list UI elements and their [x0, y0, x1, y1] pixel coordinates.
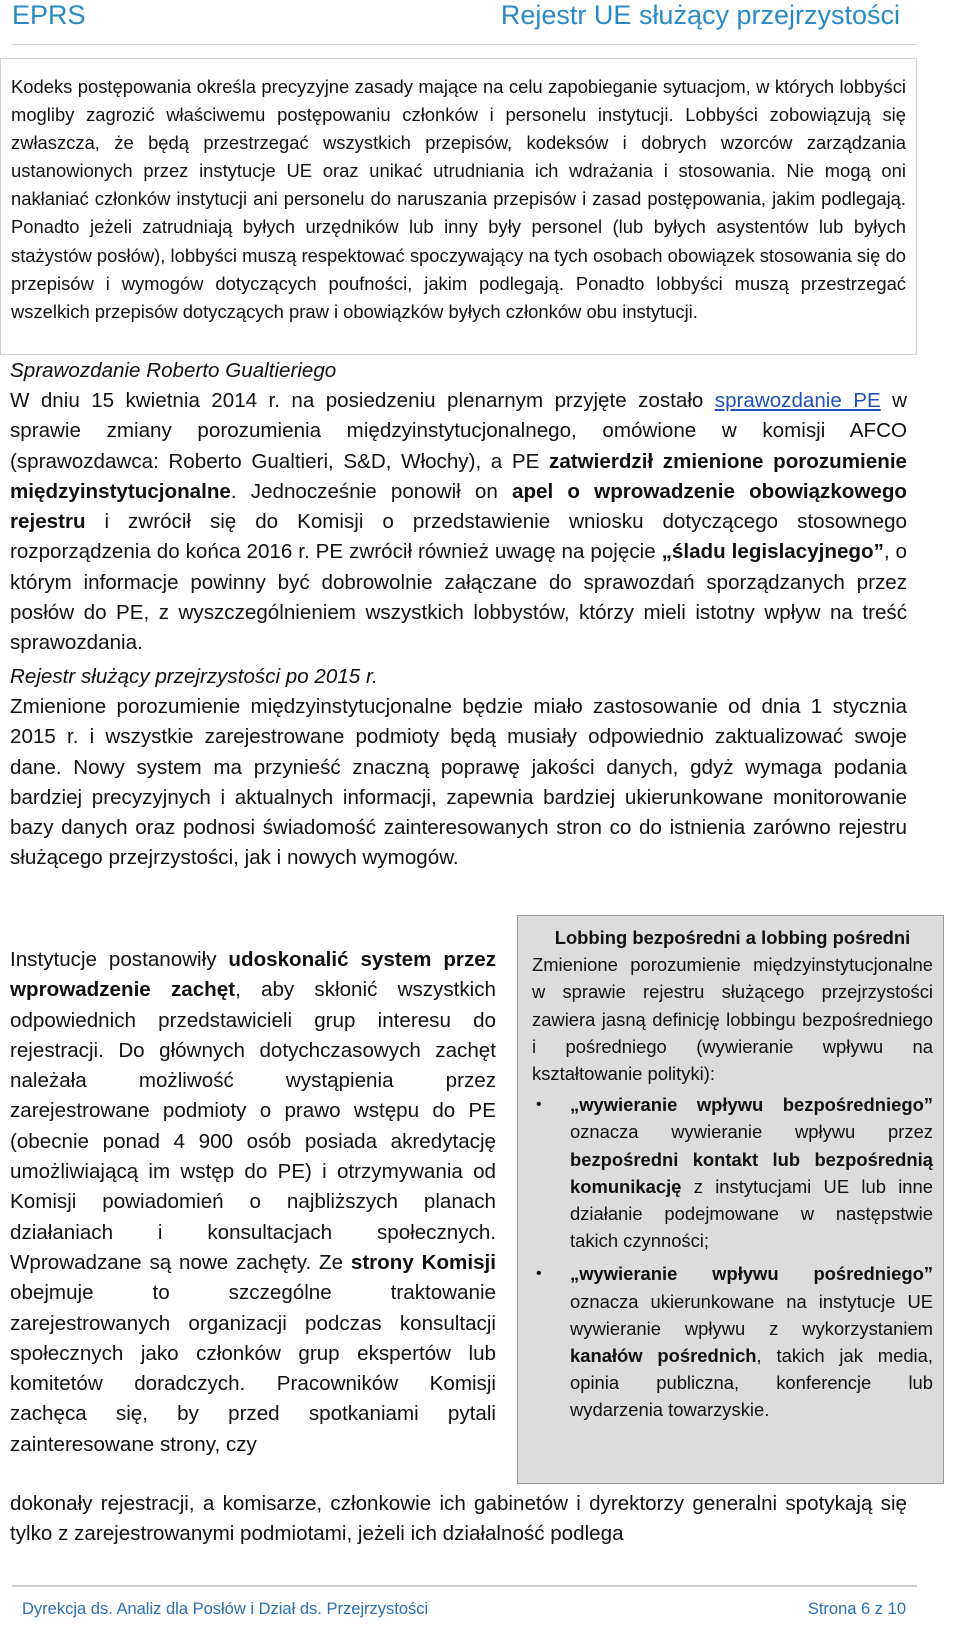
list-item-direct-lobbying	[532, 1091, 933, 1254]
header-right-title: Rejestr UE służący przejrzystości	[500, 0, 900, 30]
register-2015-paragraph: Zmienione porozumienie międzyinstytucjonalne będzie miało zastosowanie od dnia 1 stycznia 2015 r. i wszystkie zarejestrowane podmioty będą musiały odpowiednio zaktualizować swoje dane. Nowy system ma przynieść znaczną poprawę jakości danych, gdyż wymaga podania bardziej precyzyjnych i aktualnych informacji, zapewnia bardziej ukierunkowane monitorowanie bazy danych oraz podnosi świadomość zainteresowanych stron co do istnienia zarówno rejestru służącego przejrzystości, jak i nowych wymogów.	[10, 695, 907, 870]
header-left-title: EPRS	[12, 0, 86, 30]
direct-text-2: z instytucjami UE lub inne działanie podejmowane w następstwie takich czynności;	[570, 1175, 933, 1252]
gualtieri-text-3: . Jednocześnie ponowił on	[230, 479, 513, 503]
gualtieri-text-1: W dniu 15 kwietnia 2014 r. na posiedzeniu plenarnym przyjęte zostało	[10, 389, 715, 412]
incentives-text-3: obejmuje to szczególne traktowanie zarejestrowanych organizacji podczas konsultacji społecznych jako członków grup ekspertów lub komitetów doradczych. Pracowników Komisji zachęca się, by przed spotkaniami pytali zainteresowane strony, czy	[10, 1281, 496, 1456]
bullet-icon: •	[536, 1265, 542, 1283]
code-of-conduct-box	[0, 58, 917, 355]
lobbying-definition-box	[517, 915, 944, 1484]
gualtieri-paragraph	[10, 386, 907, 659]
incentives-paragraph-continued: dokonały rejestracji, a komisarze, członkowie ich gabinetów i dyrektorzy generalni spotykają się tylko z zarejestrowanymi podmiotami, jeżeli ich działalność podlega	[10, 1492, 907, 1546]
list-item-indirect-lobbying	[532, 1260, 933, 1423]
incentives-text-1: Instytucje postanowiły	[10, 948, 229, 971]
boxed-paragraph-part2: Nie mogą oni nakłaniać członków instytucji ani personelu do naruszania przepisów i zasad postępowania, jakim podlegają. Ponadto jeżeli zatrudniają byłych urzędników lub inny były personel (lub byłych asystentów lub byłych stażystów posłów), lobbyści muszą respektować spoczywający na tych osobach obowiązek stosowania się do przepisów i wymogów dotyczących poufności, jakim podlegają. Ponadto lobbyści muszą przestrzegać wszelkich przepisów dotyczących praw i obowiązków byłych członków obu instytucji.	[11, 160, 906, 322]
incentives-paragraph	[10, 945, 496, 1460]
footer-department: Dyrekcja ds. Analiz dla Posłów i Dział ds. Przejrzystości	[22, 1600, 429, 1618]
gualtieri-heading: Sprawozdanie Roberto Gualtieriego	[10, 359, 337, 382]
page-header	[0, 0, 960, 38]
gualtieri-bold-1: zatwierdził zmienione porozumienie międzyinstytucjonalne	[10, 449, 907, 503]
indirect-text-1: oznacza ukierunkowane na instytucje UE wywieranie wpływu z wykorzystaniem	[570, 1290, 933, 1339]
register-2015-heading: Rejestr służący przejrzystości po 2015 r.	[10, 665, 378, 688]
register-2015-section	[10, 662, 907, 874]
incentives-text-2: , aby skłonić wszystkich odpowiednich przedstawicieli grup interesu do rejestracji. Do głównych dotychczasowych zachęt należała możliwość wystąpienia przez zarejestrowane podmioty o prawo wstępu do PE (obecnie ponad 4 900 osób posiada akredytację umożliwiającą im wstęp do PE) i otrzymywania od Komisji powiadomień o najbliższych planach działaniach i konsultacjach społecznych. Wprowadzane są nowe zachęty. Ze	[10, 978, 496, 1274]
gualtieri-bold-3: „śladu legislacyjnego”	[661, 540, 884, 564]
sidebar-title: Lobbing bezpośredni a lobbing pośredni	[554, 927, 911, 948]
indirect-bold-2: kanałów pośrednich	[570, 1345, 757, 1367]
indirect-text-2: , takich jak media, opinia publiczna, konferencje lub wydarzenia towarzyskie.	[570, 1345, 933, 1421]
gualtieri-section	[10, 356, 907, 659]
direct-term: „wywieranie wpływu bezpośredniego”	[570, 1094, 933, 1116]
gualtieri-bold-2: apel o wprowadzenie obowiązkowego rejestru	[10, 479, 907, 534]
definition-list	[532, 1091, 933, 1423]
direct-text-1: oznacza wywieranie wpływu przez	[570, 1121, 933, 1143]
report-link[interactable]: sprawozdanie PE	[714, 389, 881, 412]
incentives-bold-1: udoskonalić system przez wprowadzenie zachęt	[10, 948, 496, 1002]
bullet-icon: •	[536, 1096, 542, 1114]
incentives-bold-2: strony Komisji	[350, 1250, 496, 1274]
gualtieri-text-5: , o którym informacje powinny być dobrowolnie załączane do sprawozdań sporządzanych przez posłów do PE, z wyszczególnieniem wszystkich lobbystów, którzy mieli istotny wpływ na treść sprawozdania.	[10, 540, 908, 655]
gualtieri-text-2: w sprawie zmiany porozumienia międzyinstytucjonalnego, omówione w komisji AFCO (sprawozdawca: Roberto Gualtieri, S&D, Włochy), a PE	[10, 389, 907, 473]
indirect-term: „wywieranie wpływu pośredniego”	[570, 1263, 933, 1285]
sidebar-intro: Zmienione porozumienie międzyinstytucjonalne w sprawie rejestru służącego przejrzystości zawiera jasną definicję lobbingu bezpośredniego i pośredniego (wywieranie wpływu na kształtowanie polityki):	[532, 954, 933, 1085]
direct-bold-2: bezpośredni kontakt lub bezpośrednią komunikację	[570, 1148, 933, 1197]
gualtieri-text-4: i zwrócił się do Komisji o przedstawienie wniosku dotyczącego stosownego rozporządzenia do końca 2016 r. PE zwrócił również uwagę na pojęcie	[10, 510, 907, 564]
header-divider	[12, 44, 917, 45]
boxed-paragraph-part1: Kodeks postępowania określa precyzyjne zasady mające na celu zapobieganie sytuacjom, w których lobbyści mogliby zagrozić właściwemu postępowaniu członków i personelu instytucji. Lobbyści zobowiązują się zwłaszcza, że będą przestrzegać wszystkich przepisów, kodeksów i dobrych wzorców zarządzania ustanowionych przez instytucje UE oraz unikać utrudniania ich wdrażania i stosowania.	[11, 76, 906, 182]
page-number: Strona 6 z 10	[807, 1600, 906, 1618]
footer-divider	[12, 1585, 917, 1587]
